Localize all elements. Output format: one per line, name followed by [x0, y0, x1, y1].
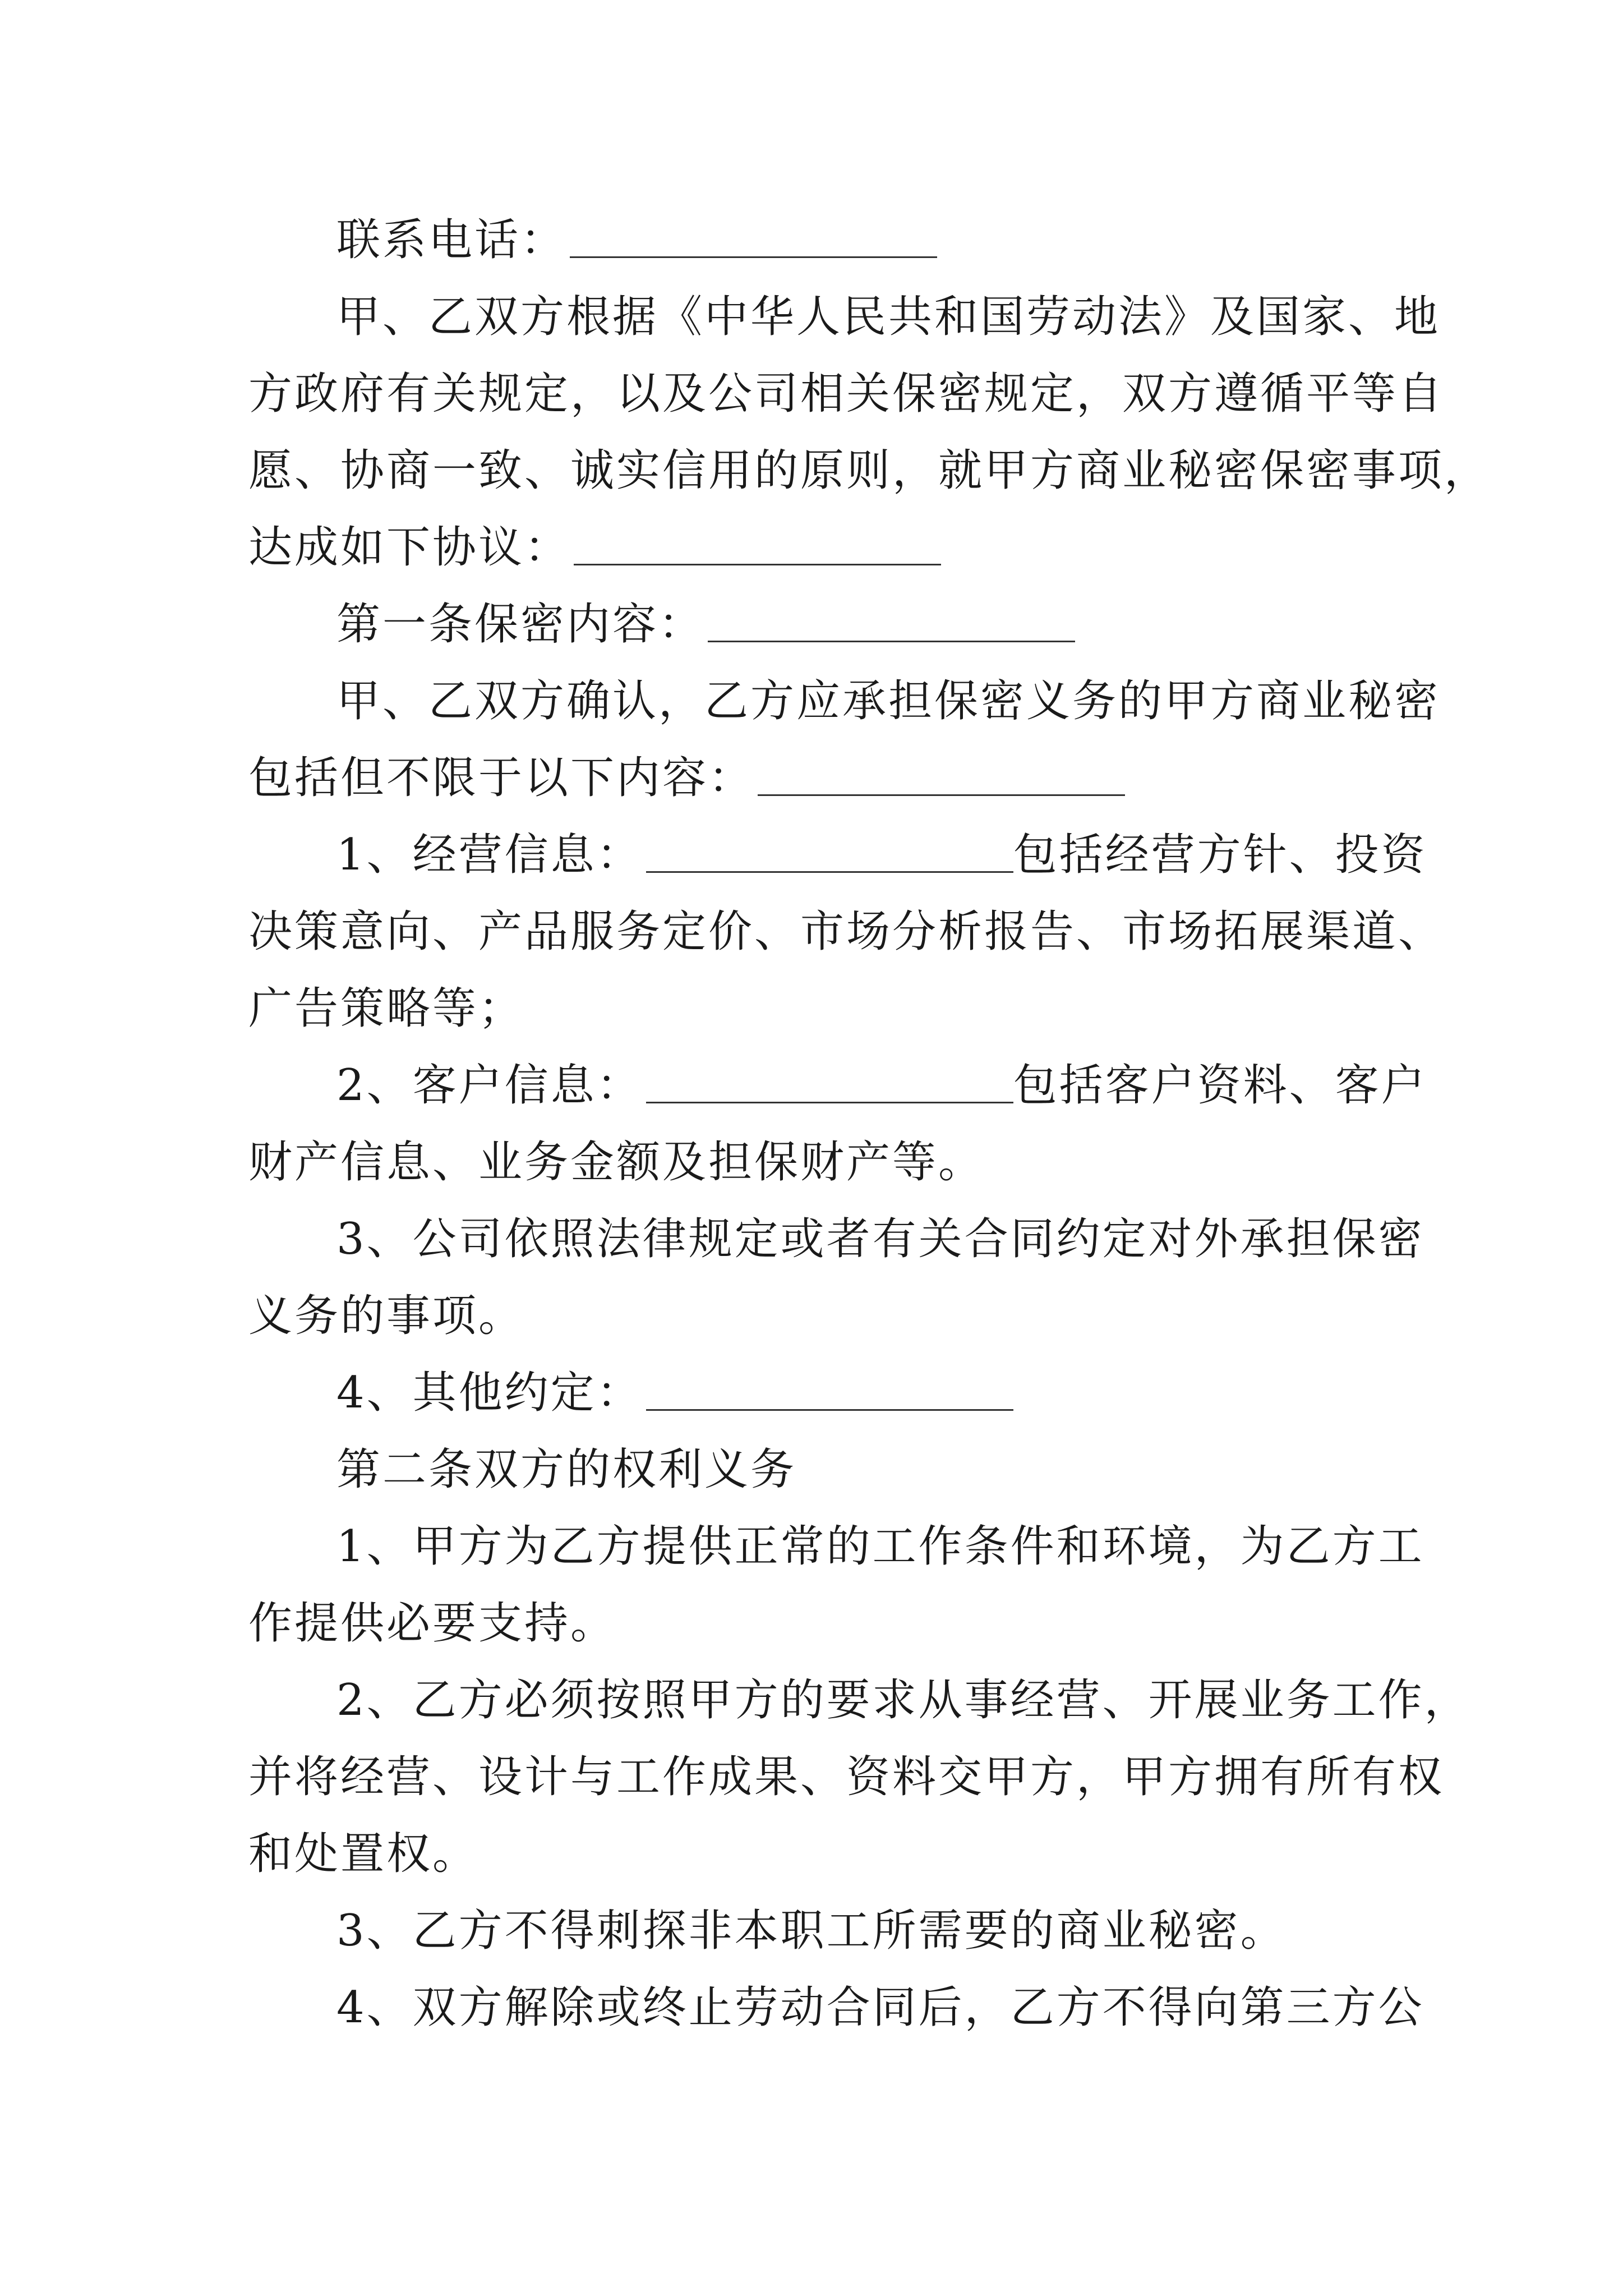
paragraph-line [248, 663, 1441, 740]
line-text: 和处置权。 [248, 1829, 479, 1879]
list-item [248, 1047, 1427, 1124]
paragraph-line [248, 740, 1398, 817]
line-text-after-blank: 包括经营方针、投资 [1013, 830, 1427, 880]
fill-in-blank [646, 1365, 1013, 1411]
contact-phone-line [248, 202, 1398, 279]
line-text: 2、客户信息： [336, 1060, 643, 1111]
line-text: 第二条双方的权利义务 [336, 1444, 797, 1495]
article-heading [248, 1432, 1398, 1508]
line-text: 决策意向、产品服务定价、市场分析报告、市场拓展渠道、 [248, 907, 1445, 957]
fill-in-blank [708, 597, 1075, 642]
line-text: 愿、协商一致、诚实信用的原则，就甲方商业秘密保密事项， [248, 445, 1491, 496]
list-item [248, 1662, 1470, 1739]
paragraph-line [248, 894, 1445, 970]
paragraph-line [248, 1124, 1398, 1201]
list-item [248, 1508, 1424, 1585]
paragraph-line [248, 356, 1445, 432]
line-text: 第一条保密内容： [336, 599, 705, 650]
line-text: 并将经营、设计与工作成果、资料交甲方，甲方拥有所有权 [248, 1752, 1445, 1802]
article-heading [248, 586, 1398, 663]
line-text: 3、乙方不得刺探非本职工所需要的商业秘密。 [336, 1906, 1287, 1956]
paragraph-line [248, 1739, 1445, 1816]
line-text-after-blank: 包括客户资料、客户 [1013, 1060, 1427, 1111]
paragraph-line [248, 1278, 1398, 1355]
line-text: 财产信息、业务金额及担保财产等。 [248, 1137, 985, 1188]
line-text: 包括但不限于以下内容： [248, 753, 755, 803]
list-item [248, 1893, 1398, 1970]
list-item [248, 817, 1427, 894]
line-text: 1、甲方为乙方提供正常的工作条件和环境，为乙方工 [336, 1521, 1424, 1572]
line-text: 方政府有关规定，以及公司相关保密规定，双方遵循平等自 [248, 369, 1445, 419]
paragraph-line [248, 1816, 1398, 1893]
line-text: 作提供必要支持。 [248, 1598, 617, 1649]
line-text: 2、乙方必须按照甲方的要求从事经营、开展业务工作， [336, 1675, 1470, 1726]
fill-in-blank [574, 520, 941, 565]
fill-in-blank [646, 827, 1013, 873]
document-body [248, 202, 1491, 2046]
line-text: 义务的事项。 [248, 1291, 525, 1341]
fill-in-blank [646, 1058, 1013, 1103]
line-text: 4、双方解除或终止劳动合同后，乙方不得向第三方公 [336, 1982, 1424, 2033]
line-text: 联系电话： [336, 215, 567, 265]
line-text: 甲、乙双方根据《中华人民共和国劳动法》及国家、地 [336, 292, 1441, 342]
list-item [248, 1355, 1398, 1432]
line-text: 1、经营信息： [336, 830, 643, 880]
line-text: 4、其他约定： [336, 1368, 643, 1418]
line-text: 广告策略等； [248, 983, 525, 1034]
list-item [248, 1970, 1424, 2046]
fill-in-blank [758, 751, 1125, 796]
line-text: 甲、乙双方确认，乙方应承担保密义务的甲方商业秘密 [336, 676, 1441, 726]
paragraph-line [248, 279, 1441, 356]
list-item [248, 1201, 1424, 1278]
paragraph-line [248, 970, 1398, 1047]
paragraph-line [248, 509, 1398, 586]
fill-in-blank [570, 213, 937, 258]
line-text: 达成如下协议： [248, 522, 571, 573]
line-text: 3、公司依照法律规定或者有关合同约定对外承担保密 [336, 1214, 1424, 1264]
paragraph-line [248, 432, 1491, 509]
paragraph-line [248, 1585, 1398, 1662]
